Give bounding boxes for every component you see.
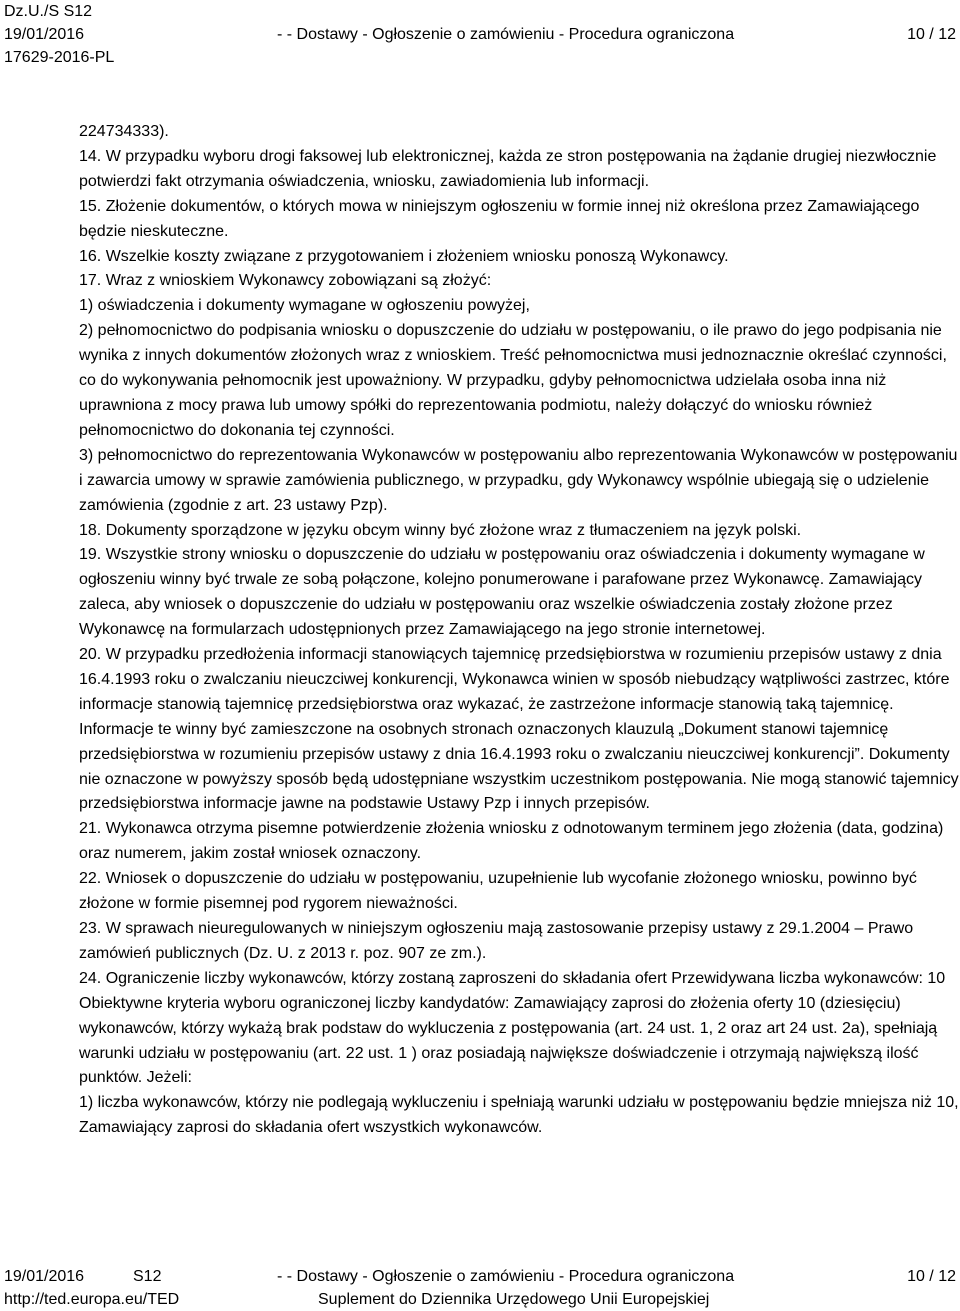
- paragraph: 15. Złożenie dokumentów, o których mowa w niniejszym ogłoszeniu w formie innej niż określona przez Zamawiającego będzie nieskuteczne.: [79, 197, 920, 240]
- paragraph: 1) oświadczenia i dokumenty wymagane w ogłoszeniu powyżej,: [79, 297, 530, 315]
- paragraph: 21. Wykonawca otrzyma pisemne potwierdzenie złożenia wniosku z odnotowanym terminem jego złożenia (data, godzina) oraz numerem, jakim został wniosek oznaczony.: [79, 820, 944, 863]
- footer-title: - - Dostawy - Ogłoszenie o zamówieniu - Procedura ograniczona: [277, 1268, 735, 1285]
- header-date: 19/01/2016: [4, 26, 85, 43]
- paragraph: 1) liczba wykonawców, którzy nie podlegają wykluczeniu i spełniają warunki udziału w postępowaniu będzie mniejsza niż 10, Zamawiający zaprosi do składania ofert wszystkich wykonawców.: [79, 1094, 959, 1137]
- paragraph: 18. Dokumenty sporządzone w języku obcym winny być złożone wraz z tłumaczeniem na język polski.: [79, 521, 802, 539]
- footer-date: 19/01/2016: [4, 1268, 85, 1285]
- supplement-title: Suplement do Dziennika Urzędowego Unii Europejskiej: [318, 1291, 710, 1308]
- header-title: - - Dostawy - Ogłoszenie o zamówieniu - Procedura ograniczona: [277, 26, 735, 43]
- paragraph: 24. Ograniczenie liczby wykonawców, którzy zostaną zaproszeni do składania ofert Przewidywana liczba wykonawców: 10: [79, 969, 946, 987]
- notice-body: [79, 120, 959, 1141]
- paragraph: 3) pełnomocnictwo do reprezentowania Wykonawców w postępowaniu albo reprezentowania Wykonawców w postępowaniu i zawarcia umowy w sprawie zamówienia publicznego, w przypadku, gdy Wykonawcy wspólnie ubiegają się o udzielenie zamówienia (zgodnie z art. 23 ustawy Pzp).: [79, 446, 958, 514]
- ted-link[interactable]: http://ted.europa.eu/TED: [4, 1291, 180, 1308]
- paragraph: 14. W przypadku wyboru drogi faksowej lub elektronicznej, każda ze stron postępowania na żądanie drugiej niezwłocznie potwierdzi fakt otrzymania oświadczenia, wniosku, zawiadomienia lub informacji.: [79, 147, 937, 190]
- paragraph: 19. Wszystkie strony wniosku o dopuszczenie do udziału w postępowaniu oraz oświadczenia i dokumenty wymagane w ogłoszeniu winny być trwale ze sobą połączone, kolejno ponumerowane i parafowane przez Wykonawcę. Zamawiający zaleca, aby wniosek o dopuszczenie do udziału w postępowaniu oraz wszelkie oświadczenia zostały złożone przez Wykonawcę na formularzach udostępnionych przez Zamawiającego na jego stronie internetowej.: [79, 546, 925, 639]
- paragraph: 20. W przypadku przedłożenia informacji stanowiących tajemnicę przedsiębiorstwa w rozumieniu przepisów ustawy z dnia 16.4.1993 roku o zwalczaniu nieuczciwej konkurencji, Wykonawca winien w sposób niebudzący wątpliwości zastrzec, które informacje stanowią tajemnicę przedsiębiorstwa oraz wykazać, że zastrzeżone informacje stanowią taką tajemnicę. Informacje te winny być zamieszczone na osobnych stronach oznaczonych klauzulą „Dokument stanowi tajemnicę przedsiębiorstwa w rozumieniu przepisów ustawy z dnia 16.4.1993 roku o zwalczaniu nieuczciwej konkurencji”. Dokumenty nie oznaczone w powyższy sposób będą udostępniane wszystkim uczestnikom postępowania. Nie mogą stanowić tajemnicy przedsiębiorstwa informacje jawne na podstawie Ustawy Pzp i innych przepisów.: [79, 646, 959, 813]
- paragraph: 17. Wraz z wnioskiem Wykonawcy zobowiązani są złożyć:: [79, 272, 492, 290]
- paragraph: 22. Wniosek o dopuszczenie do udziału w postępowaniu, uzupełnienie lub wycofanie złożonego wniosku, powinno być złożone w formie pisemnej pod rygorem nieważności.: [79, 870, 917, 913]
- page-header: [0, 0, 960, 69]
- paragraph: 224734333).: [79, 123, 169, 140]
- paragraph: 23. W sprawach nieuregulowanych w niniejszym ogłoszeniu mają zastosowanie przepisy ustawy z 29.1.2004 – Prawo zamówień publicznych (Dz. U. z 2013 r. poz. 907 ze zm.).: [79, 920, 914, 962]
- page-footer: [0, 1265, 960, 1311]
- footer-series: S12: [133, 1268, 162, 1285]
- paragraph: 2) pełnomocnictwo do podpisania wniosku o dopuszczenie do udziału w postępowaniu, o ile prawo do jego podpisania nie wynika z innych dokumentów złożonych wraz z wnioskiem. Treść pełnomocnictwa musi jednoznacznie określać czynności, co do wykonywania pełnomocnik jest upoważniony. W przypadku, gdyby pełnomocnictwa udzielała osoba inna niż uprawniona z mocy prawa lub umowy spółki do reprezentowania podmiotu, należy dołączyć do wniosku również pełnomocnictwo do dokonania tej czynności.: [79, 322, 947, 439]
- header-page-number: 10 / 12: [907, 26, 956, 43]
- footer-page-number: 10 / 12: [907, 1268, 956, 1285]
- paragraph: Obiektywne kryteria wyboru ograniczonej liczby kandydatów: Zamawiający zaprosi do złożenia oferty 10 (dziesięciu) wykonawców, którzy wykażą brak podstaw do wykluczenia z postępowania (art. 24 ust. 1, 2 oraz art 24 ust. 2a), spełniają warunki udziału w postępowaniu (art. 22 ust. 1 ) oraz posiadają największe doświadczenie i otrzymają największą ilość punktów. Jeżeli:: [79, 994, 938, 1087]
- journal-reference: Dz.U./S S12: [4, 3, 93, 20]
- paragraph: 16. Wszelkie koszty związane z przygotowaniem i złożeniem wniosku ponoszą Wykonawcy.: [79, 247, 729, 265]
- document-number: 17629-2016-PL: [4, 49, 115, 66]
